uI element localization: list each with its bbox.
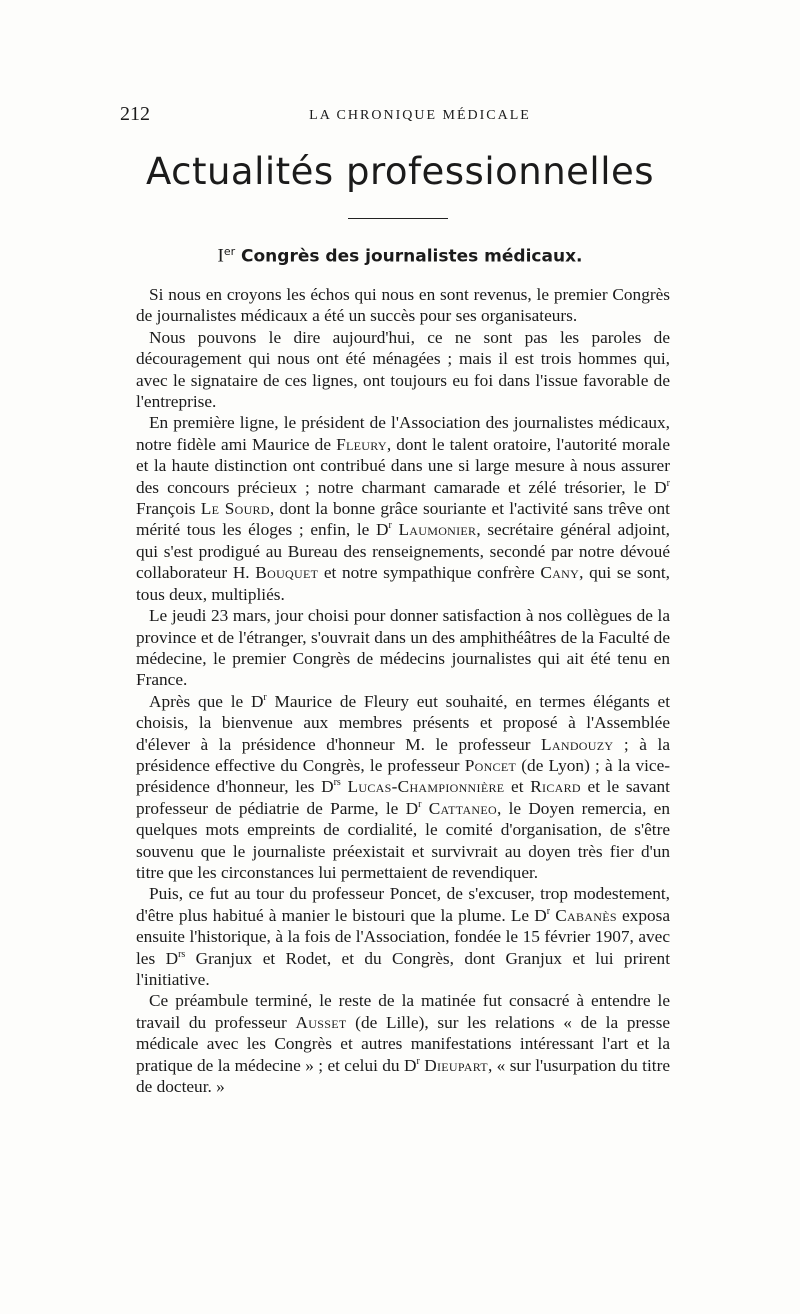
text — [341, 777, 348, 796]
dr-sup: r — [546, 906, 551, 918]
paragraph-4: Le jeudi 23 mars, jour choisi pour donner satisfaction à nos collègues de la province et de l'étranger, s'ouvrait dans un des amphithéâtres de la Faculté de médecine, le premier Congrès de médecins journalistes qui ait été tenu en France. — [136, 606, 670, 690]
text: et notre sympathique confrère — [318, 563, 541, 583]
running-title: LA CHRONIQUE MÉDICALE — [309, 108, 531, 123]
text — [421, 799, 428, 818]
text: exposa ensuite l'historique, à la fois de l'Association, fondée le 15 février 1907, avec les D — [136, 905, 670, 968]
article-body — [136, 284, 670, 1097]
text: et le savant professeur de pédiatrie de Parme, le D — [136, 777, 670, 818]
text: Granjux et Rodet, et du Congrès, dont Granjux et lui prirent l'initiative. — [136, 948, 670, 989]
paragraph-5 — [136, 691, 670, 884]
subtitle-text: Congrès des journalistes médicaux. — [235, 246, 583, 267]
name-laumonier: Laumonier — [398, 520, 477, 540]
paragraph-2: Nous pouvons le dire aujourd'hui, ce ne sont pas les paroles de découragement qui nous ont été ménagées ; mais il est trois hommes qui, avec le signataire de ces lignes, ont toujours eu foi dans l'issue favorable de l'entreprise. — [136, 327, 670, 412]
text: , qui se sont, tous deux, multipliés. — [136, 563, 671, 604]
paragraph-7 — [136, 990, 670, 1097]
drs-sup: rs — [333, 777, 341, 789]
name-landouzy: Landouzy — [541, 734, 614, 754]
name-poncet: Poncet — [464, 755, 517, 775]
text: , dont le talent oratoire, l'autorité morale et la haute distinction ont contribué dans une si large mesure à nous assurer des concours précieux ; notre charmant camarade et zélé trésorier, le D — [136, 434, 670, 497]
dr-sup: r — [418, 798, 422, 810]
text: Ce préambule terminé, le reste de la matinée fut consacré à entendre le travail du professeur — [136, 991, 670, 1032]
text: En première ligne, le président de l'Association des journalistes médicaux, notre fidèle ami Maurice de — [136, 413, 670, 454]
text: ; à la présidence effective du Congrès, le professeur — [136, 734, 670, 775]
text: (de Lyon) ; à la vice-présidence d'honneur, les D — [136, 755, 670, 797]
subtitle-prefix: I — [217, 245, 224, 267]
dr-sup: r — [388, 520, 392, 532]
name-ausset: Ausset — [295, 1012, 347, 1032]
text: , dont la bonne grâce souriante et l'activité sans trêve ont mérité tous les éloges ; enfin, le D — [136, 499, 670, 540]
subtitle-sup: er — [223, 245, 236, 258]
section-subtitle — [0, 245, 800, 268]
name-lucas-championniere: Lucas-Championnière — [347, 777, 505, 797]
text: Après que le D — [149, 691, 264, 711]
name-fleury: Fleury — [336, 434, 387, 454]
paragraph-3 — [136, 412, 670, 605]
name-ricard: Ricard — [530, 777, 581, 797]
dr-sup: r — [416, 1055, 420, 1067]
article-title: Actualités professionnelles — [145, 150, 655, 193]
name-dieupart: Dieupart — [424, 1055, 488, 1075]
name-cabanes: Cabanès — [555, 905, 617, 925]
text: , secrétaire général adjoint, qui s'est prodigué au Bureau des renseignements, secondé par notre dévoué collaborateur H. — [136, 520, 670, 583]
paragraph-1: Si nous en croyons les échos qui nous en sont revenus, le premier Congrès de journalistes médicaux a été un succès pour ses organisateurs. — [136, 285, 670, 326]
text: , « sur l'usurpation du titre de docteur. » — [136, 1055, 670, 1097]
text: Maurice de Fleury eut souhaité, en termes élégants et choisis, la bienvenue aux membres présents et proposé à l'Assemblée d'élever à la présidence d'honneur M. le professeur — [136, 691, 670, 754]
paragraph-6 — [136, 883, 670, 990]
dr-sup: r — [666, 477, 670, 489]
text: et — [504, 777, 531, 797]
text: , le Doyen remercia, en quelques mots empreints de cordialité, le comité d'organisation, de s'être souvenu que le journaliste préexistait et survivrait au doyen très fier d'un titre que les circonstances lui permettaient de revendiquer. — [136, 798, 670, 882]
name-le-sourd: Le Sourd — [200, 499, 270, 519]
text: Puis, ce fut au tour du professeur Poncet, de s'excuser, trop modestement, d'être plus habitué à manier le bistouri que la plume. Le D — [136, 884, 670, 925]
running-head — [120, 103, 680, 127]
name-cattaneo: Cattaneo — [428, 798, 497, 818]
name-cany: Cany — [540, 563, 580, 583]
title-rule — [348, 218, 448, 219]
dr-sup: r — [263, 691, 267, 703]
page-number: 212 — [120, 103, 150, 125]
text: François — [136, 499, 201, 519]
drs-sup: rs — [178, 948, 186, 960]
name-bouquet: Bouquet — [255, 563, 319, 583]
text: (de Lille), sur les relations « de la presse médicale avec les Congrès et autres manifestations intéressant l'art et la pratique de la médecine » ; et celui du D — [136, 1012, 671, 1075]
